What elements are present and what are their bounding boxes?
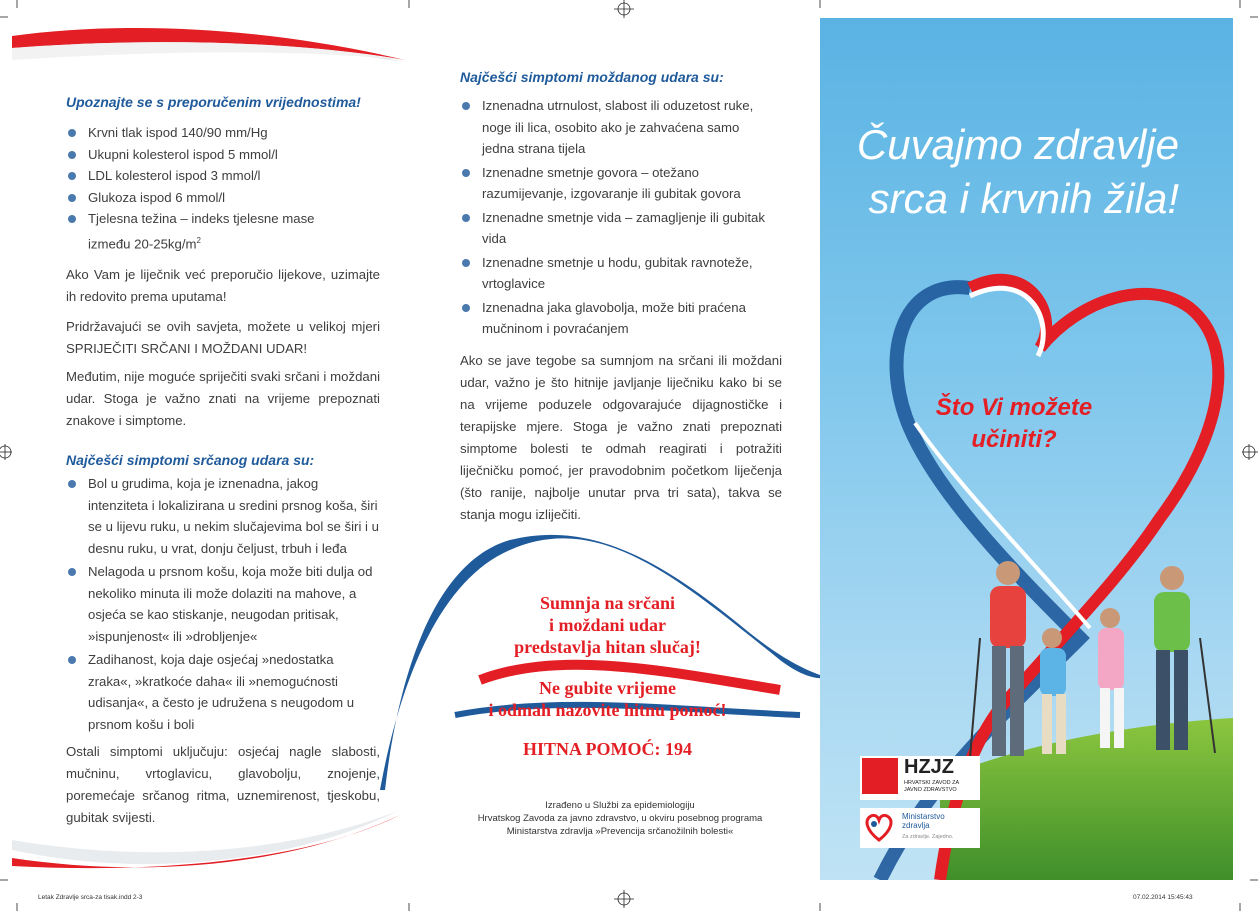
- cover-title-line: srca i krvnih žila!: [868, 175, 1179, 222]
- list-item: LDL kolesterol ispod 3 mmol/l: [66, 165, 386, 187]
- callout-line: i odmah nazovite hitnu pomoć!: [488, 700, 727, 720]
- hzjz-name: HZJZ: [904, 756, 954, 778]
- credit-line: Ministarstva zdravlja »Prevencija srčanožilnih bolesti«: [506, 826, 734, 837]
- paragraph-other-symptoms: Ostali simptomi uključuju: osjećaj nagle slabosti, mučninu, vrtoglavicu, glavobolju, znojenje, poremećaje srčanog ritma, uznemirenost, tjeskobu, gubitak svijesti.: [66, 744, 380, 825]
- paragraph-recognition: Međutim, nije moguće spriječiti svaki srčani i moždani udar. Stoga je važno znati na vrijeme prepoznati znakove i simptome.: [66, 369, 380, 428]
- ministry-tagline: Za zdravlje. Zajedno.: [902, 834, 954, 840]
- callout-line: predstavlja hitan slučaj!: [514, 637, 701, 657]
- list-item: Nelagoda u prsnom košu, koja može biti dulja od nekoliko minuta ili može dolaziti na mahove, a osjeća se kao stiskanje, neugodan pritisak, »ispunjenost« ili »drobljenje«: [66, 561, 380, 647]
- list-item: Iznenadne smetnje vida – zamagljenje ili gubitak vida: [460, 207, 770, 250]
- callout-line: Sumnja na srčani: [539, 593, 676, 613]
- list-item: Iznenadna utrnulost, slabost ili oduzetost ruke, noge ili lica, osobito ako je zahvaćena samo jedna strana tijela: [460, 95, 770, 160]
- hzjz-sub-line: JAVNO ZDRAVSTVO: [904, 787, 957, 793]
- credit-line: Izrađeno u Službi za epidemiologiju: [545, 800, 695, 811]
- credit-line: Hrvatskog Zavoda za javno zdravstvo, u okviru posebnog programa: [477, 813, 763, 824]
- cover-title-line: Čuvajmo zdravlje: [856, 121, 1179, 168]
- list-item: Glukoza ispod 6 mmol/l: [66, 187, 386, 209]
- weight-sup: 2: [196, 235, 201, 245]
- recommended-values-heading: Upoznajte se s preporučenim vrijednostima!: [66, 94, 361, 110]
- hzjz-sub-line: HRVATSKI ZAVOD ZA: [904, 780, 960, 786]
- file-name: Letak Zdravlje srca-za tisak.indd 2-3: [38, 894, 143, 901]
- callout-line: Ne gubite vrijeme: [539, 678, 676, 698]
- paragraph-medication: Ako Vam je liječnik već preporučio lijekove, uzimajte ih redovito prema uputama!: [66, 267, 380, 304]
- stroke-heading: Najčešći simptomi moždanog udara su:: [460, 69, 724, 85]
- list-item: Iznenadne smetnje govora – otežano razumijevanje, izgovaranje ili gubitak govora: [460, 162, 770, 205]
- list-item: Bol u grudima, koja je iznenadna, jakog intenziteta i lokalizirana u sredini prsnog koša, širi se u lijevu ruku, u nekim slučajevima bol se širi i u desnu ruku, u vrat, donju čeljust, trbuh i leđa: [66, 473, 380, 559]
- ministry-line: Ministarstvo: [902, 812, 945, 821]
- list-item: Iznenadna jaka glavobolja, može biti praćena mučninom i povraćanjem: [460, 297, 770, 340]
- cover-subtitle-line: učiniti?: [971, 426, 1057, 453]
- paragraph-prevention: Pridržavajući se ovih savjeta, možete u velikoj mjeri SPRIJEČITI SRČANI I MOŽDANI UDAR!: [66, 319, 380, 356]
- list-item: Iznenadne smetnje u hodu, gubitak ravnoteže, vrtoglavice: [460, 252, 770, 295]
- cover-subtitle-line: Što Vi možete: [935, 394, 1093, 421]
- heart-attack-heading: Najčešći simptomi srčanog udara su:: [66, 452, 315, 468]
- emergency-number: HITNA POMOĆ: 194: [523, 739, 692, 759]
- paragraph-urgency: Ako se jave tegobe sa sumnjom na srčani ili moždani udar, važno je što hitnije javljanje liječniku kako bi se na vrijeme poduzele odgovarajuće dijagnostičke i terapijske mjere. Stoga je važno znati prepoznati simptome bolesti te odmah reagirati i potražiti liječničku pomoć, jer pravodobnim početkom liječenja (što ranije, najbolje unutar prva tri sata), takva se stanja mogu izliječiti.: [460, 353, 782, 522]
- callout-line: i moždani udar: [548, 615, 667, 635]
- list-item: Krvni tlak ispod 140/90 mm/Hg: [66, 122, 386, 144]
- weight-line-2: između 20-25kg/m: [88, 235, 197, 251]
- weight-line-1: Tjelesna težina – indeks tjelesne mase: [88, 211, 315, 226]
- list-item: Ukupni kolesterol ispod 5 mmol/l: [66, 144, 386, 166]
- ministry-line: zdravlja: [902, 821, 930, 830]
- print-datetime: 07.02.2014 15:45:43: [1133, 894, 1193, 901]
- list-item: Zadihanost, koja daje osjećaj »nedostatka zraka«, »kratkoće daha« ili »nemogućnosti udisanja«, a često je udružena s neugodom u prsnom košu i boli: [66, 649, 380, 735]
